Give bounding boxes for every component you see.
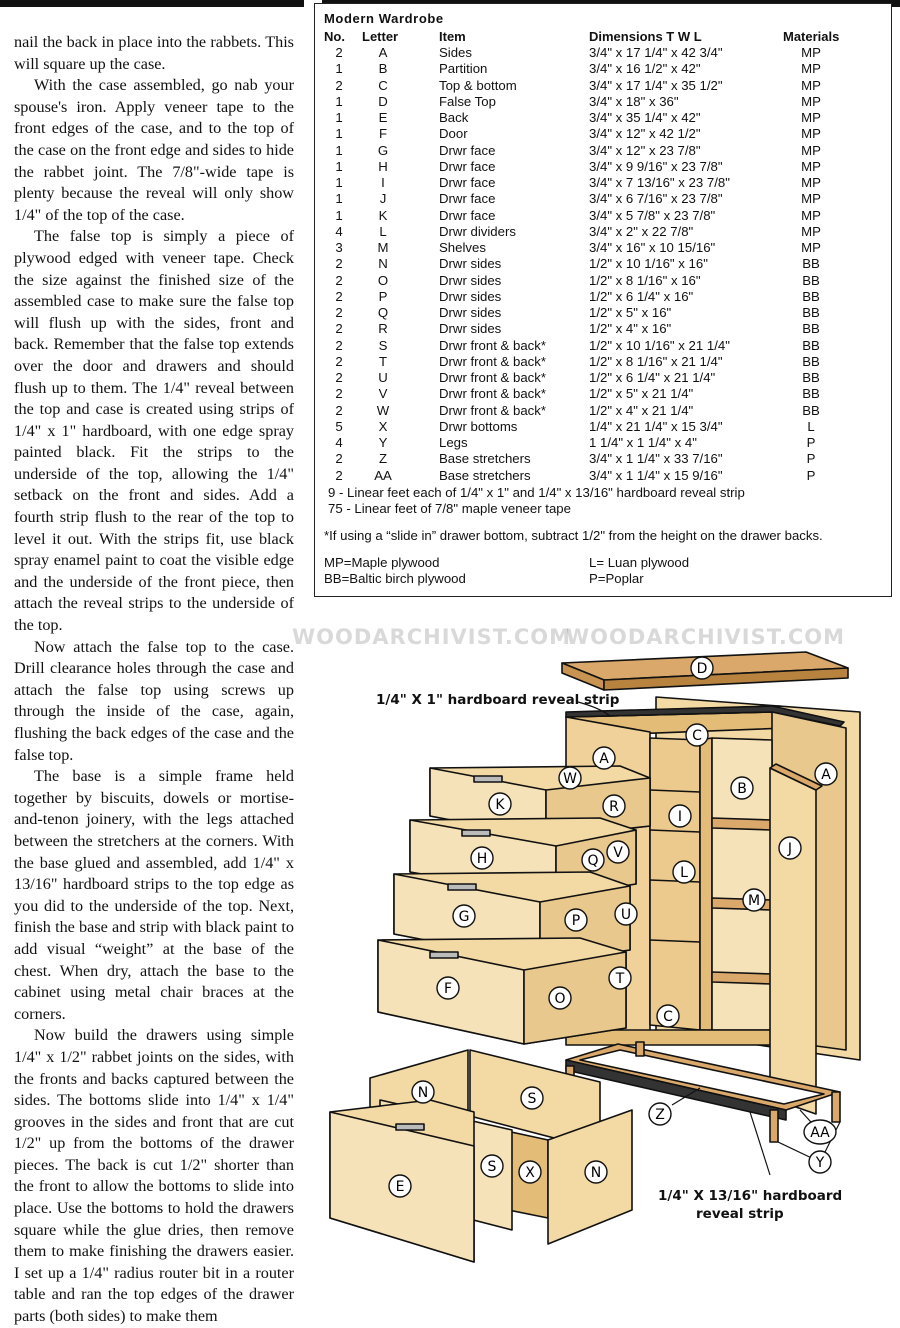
- svg-text:H: H: [476, 851, 488, 867]
- row-dimensions: 1/2" x 4" x 16": [589, 321, 672, 337]
- row-no: 2: [335, 256, 343, 272]
- svg-text:S: S: [527, 1091, 537, 1107]
- row-material: BB: [802, 321, 820, 337]
- row-item: Drwr front & back*: [439, 370, 546, 385]
- part-label-v: [607, 841, 629, 863]
- row-no: 2: [335, 353, 343, 369]
- materials-list: [314, 3, 892, 597]
- materials-title: Modern Wardrobe: [324, 11, 444, 26]
- wardrobe-exploded-diagram: [318, 600, 900, 1282]
- row-material: P: [806, 467, 816, 483]
- callout-top-reveal-strip: 1/4" X 1" hardboard reveal strip: [376, 692, 620, 708]
- row-material: L: [807, 418, 815, 434]
- row-no: 4: [335, 435, 343, 450]
- row-no: 2: [335, 402, 343, 418]
- row-item: Back: [439, 110, 469, 125]
- materials-row: [315, 338, 891, 354]
- row-letter: U: [378, 370, 388, 385]
- part-label-j: [471, 847, 493, 869]
- svg-text:X: X: [525, 1165, 535, 1181]
- row-material: BB: [802, 337, 820, 353]
- part-label-c: [657, 1005, 679, 1027]
- header-item: Item: [439, 29, 466, 44]
- part-label-a: [815, 763, 837, 785]
- svg-text:D: D: [696, 661, 708, 677]
- row-no: 1: [335, 93, 343, 109]
- row-no: 2: [335, 321, 343, 337]
- row-dimensions: 3/4" x 6 7/16" x 23 7/8": [589, 191, 723, 207]
- row-no: 1: [335, 158, 343, 174]
- row-item: Drwr bottoms: [439, 418, 518, 434]
- row-dimensions: 1/2" x 10 1/16" x 21 1/4": [589, 337, 730, 353]
- row-material: MP: [801, 207, 821, 223]
- row-no: 2: [335, 272, 343, 288]
- materials-row: [315, 110, 891, 126]
- row-dimensions: 3/4" x 12" x 23 7/8": [589, 142, 701, 158]
- row-letter: D: [378, 93, 388, 109]
- svg-text:V: V: [613, 845, 623, 861]
- row-material: P: [806, 435, 816, 450]
- row-letter: S: [378, 337, 388, 353]
- part-label-y: [809, 1151, 831, 1173]
- row-item: Drwr sides: [439, 288, 502, 304]
- materials-row: [315, 175, 891, 191]
- materials-row: [315, 273, 891, 289]
- part-label-s: [481, 1155, 503, 1177]
- row-no: 2: [335, 45, 343, 60]
- row-item: Base stretchers: [439, 451, 531, 467]
- row-material: MP: [801, 223, 821, 239]
- row-item: Drwr sides: [439, 272, 502, 288]
- svg-text:R: R: [609, 799, 619, 815]
- materials-row: [315, 208, 891, 224]
- row-letter: C: [378, 77, 388, 93]
- row-item: Drwr dividers: [439, 223, 516, 239]
- materials-row: [315, 224, 891, 240]
- row-no: 2: [335, 77, 343, 93]
- row-dimensions: 1/2" x 8 1/16" x 21 1/4": [589, 353, 723, 369]
- row-item: Drwr sides: [439, 256, 502, 272]
- part-label-o: [549, 987, 571, 1009]
- row-material: BB: [802, 402, 820, 418]
- svg-text:Y: Y: [815, 1155, 825, 1171]
- legend-bb: BB=Baltic birch plywood: [324, 571, 466, 586]
- materials-row: [315, 354, 891, 370]
- svg-text:K: K: [495, 797, 505, 813]
- row-item: Drwr sides: [439, 305, 502, 320]
- row-letter: Y: [378, 435, 388, 450]
- header-no: No.: [324, 29, 345, 44]
- row-letter: K: [378, 207, 388, 223]
- row-letter: L: [379, 223, 387, 239]
- row-dimensions: 3/4" x 9 9/16" x 23 7/8": [589, 158, 723, 174]
- watermark: WOODARCHIVIST.COM: [292, 625, 571, 649]
- svg-text:C: C: [692, 728, 702, 744]
- materials-row: [315, 370, 891, 386]
- materials-row: [315, 305, 891, 321]
- row-item: Base stretchers: [439, 467, 531, 483]
- materials-row: [315, 94, 891, 110]
- row-material: MP: [801, 158, 821, 174]
- svg-text:Z: Z: [655, 1107, 665, 1123]
- part-label-z: [649, 1103, 671, 1125]
- extra-reveal-strip: 9 - Linear feet each of 1/4" x 1" and 1/4" x 13/16" hardboard reveal strip: [328, 485, 745, 500]
- row-dimensions: 1/2" x 6 1/4" x 21 1/4": [589, 370, 716, 385]
- row-dimensions: 1/2" x 8 1/16" x 16": [589, 272, 701, 288]
- row-letter: O: [377, 272, 389, 288]
- row-no: 1: [335, 175, 343, 190]
- row-item: Drwr face: [439, 191, 496, 207]
- row-dimensions: 3/4" x 17 1/4" x 42 3/4": [589, 45, 723, 60]
- row-material: BB: [802, 288, 820, 304]
- row-no: 1: [335, 110, 343, 125]
- row-dimensions: 3/4" x 1 1/4" x 15 9/16": [589, 467, 723, 483]
- legend-mp: MP=Maple plywood: [324, 555, 440, 570]
- svg-text:I: I: [677, 809, 683, 825]
- row-dimensions: 3/4" x 17 1/4" x 35 1/2": [589, 77, 723, 93]
- row-no: 4: [335, 223, 343, 239]
- row-material: BB: [802, 353, 820, 369]
- part-label-n: [585, 1161, 607, 1183]
- row-item: Drwr front & back*: [439, 353, 546, 369]
- materials-row: [315, 159, 891, 175]
- row-letter: F: [378, 126, 388, 142]
- part-label-r: [603, 795, 625, 817]
- row-item: Legs: [439, 435, 468, 450]
- row-letter: E: [378, 110, 388, 125]
- row-dimensions: 3/4" x 35 1/4" x 42": [589, 110, 701, 125]
- row-letter: P: [378, 288, 388, 304]
- row-item: Shelves: [439, 240, 486, 255]
- header-materials: Materials: [783, 29, 840, 44]
- row-letter: W: [376, 402, 390, 418]
- row-dimensions: 3/4" x 5 7/8" x 23 7/8": [589, 207, 716, 223]
- row-item: False Top: [439, 93, 496, 109]
- row-material: BB: [802, 256, 820, 272]
- row-dimensions: 3/4" x 18" x 36": [589, 93, 679, 109]
- row-dimensions: 3/4" x 2" x 22 7/8": [589, 223, 694, 239]
- row-item: Drwr face: [439, 142, 496, 158]
- svg-text:F: F: [443, 981, 453, 997]
- row-no: 1: [335, 126, 343, 142]
- row-letter: V: [378, 386, 388, 402]
- row-no: 2: [335, 288, 343, 304]
- svg-text:B: B: [737, 781, 747, 797]
- row-dimensions: 1/2" x 5" x 21 1/4": [589, 386, 694, 402]
- row-no: 2: [335, 305, 343, 320]
- materials-row: [315, 126, 891, 142]
- materials-row: [315, 321, 891, 337]
- materials-row: [315, 191, 891, 207]
- row-letter: X: [378, 418, 388, 434]
- article-paragraph: The false top is simply a piece of plywood edged with veneer tape. Check the size against the finished size of the assembled case to make sure the false top will flush up with the sides, front and back. Remember that the false top extends over the door and drawers and should flush up to them. The 1/4" reveal between the top and case is created using strips of 1/4" x 1" hardboard, with one edge spray painted black. Fit the strips to the underside of the top, allowing the 1/4" setback on the front and sides. Add a fourth strip flush to the rear of the top to level it out. With the strips fit, use black spray enamel paint to coat the visible edge and the underside of the front piece, then attach the reveal strips to the underside of the top.: [14, 227, 294, 635]
- article-paragraph: The base is a simple frame held together by biscuits, dowels or mortise-and-tenon joinery, with the legs attached between the stretchers at the corners. With the base glued and assembled, add 1/4" x 13/16" hardboard strips to the top edge as you did to the underside of the top. Next, finish the base and strip with black paint to add visual “weight” at the base of the chest. When dry, attach the base to the cabinet using metal chair braces at the corners.: [14, 767, 294, 1023]
- part-label-q: [582, 849, 604, 871]
- row-dimensions: 3/4" x 7 13/16" x 23 7/8": [589, 175, 730, 190]
- materials-row: [315, 435, 891, 451]
- materials-row: [315, 386, 891, 402]
- part-label-d: [691, 657, 713, 679]
- row-letter: Q: [377, 305, 389, 320]
- row-dimensions: 1/2" x 4" x 21 1/4": [589, 402, 694, 418]
- svg-text:C: C: [663, 1009, 673, 1025]
- part-label-h: [437, 977, 459, 999]
- row-item: Drwr front & back*: [439, 402, 546, 418]
- part-label-e: [669, 805, 691, 827]
- svg-text:W: W: [563, 771, 577, 787]
- part-label-k: [489, 793, 511, 815]
- part-label-s: [521, 1087, 543, 1109]
- row-item: Sides: [439, 45, 472, 60]
- row-no: 2: [335, 337, 343, 353]
- row-dimensions: 3/4" x 16 1/2" x 42": [589, 61, 701, 77]
- row-dimensions: 1 1/4" x 1 1/4" x 4": [589, 435, 697, 450]
- row-item: Drwr face: [439, 175, 496, 190]
- materials-row: [315, 45, 891, 61]
- row-material: P: [806, 451, 816, 467]
- svg-text:AA: AA: [810, 1125, 830, 1141]
- svg-text:O: O: [554, 991, 566, 1007]
- part-label-c: [686, 724, 708, 746]
- row-item: Drwr front & back*: [439, 337, 546, 353]
- row-item: Top & bottom: [439, 77, 517, 93]
- row-letter: M: [377, 240, 389, 255]
- row-dimensions: 3/4" x 1 1/4" x 33 7/16": [589, 451, 723, 467]
- part-label-f: [779, 837, 801, 859]
- materials-row: [315, 451, 891, 467]
- row-material: BB: [802, 370, 820, 385]
- part-label-g: [389, 1175, 411, 1197]
- row-item: Drwr sides: [439, 321, 502, 337]
- materials-row: [315, 289, 891, 305]
- svg-text:T: T: [615, 971, 625, 987]
- header-letter: Letter: [362, 29, 399, 44]
- svg-text:U: U: [620, 907, 632, 923]
- row-no: 3: [335, 240, 343, 255]
- row-dimensions: 1/2" x 6 1/4" x 16": [589, 288, 694, 304]
- row-item: Drwr face: [439, 207, 496, 223]
- row-material: MP: [801, 61, 821, 77]
- row-material: MP: [801, 191, 821, 207]
- row-no: 1: [335, 191, 343, 207]
- row-no: 5: [335, 418, 343, 434]
- part-label-p: [565, 909, 587, 931]
- row-material: MP: [801, 175, 821, 190]
- row-letter: H: [378, 158, 388, 174]
- svg-text:N: N: [417, 1085, 429, 1101]
- row-dimensions: 1/2" x 5" x 16": [589, 305, 672, 320]
- row-material: MP: [801, 142, 821, 158]
- callout-bottom-reveal-strip-2: reveal strip: [696, 1206, 784, 1222]
- extra-veneer-tape: 75 - Linear feet of 7/8" maple veneer tape: [328, 501, 571, 516]
- svg-text:N: N: [590, 1165, 602, 1181]
- row-letter: B: [378, 61, 388, 77]
- svg-text:P: P: [571, 913, 581, 929]
- svg-text:E: E: [395, 1179, 405, 1195]
- row-letter: J: [379, 191, 387, 207]
- article-paragraph: Now attach the false top to the case. Drill clearance holes through the case and attach the false top using screws up through the inside of the case, again, flushing the back edges of the case and the false top.: [14, 637, 294, 764]
- row-dimensions: 3/4" x 12" x 42 1/2": [589, 126, 701, 142]
- part-label-i: [453, 905, 475, 927]
- footnote: *If using a “slide in” drawer bottom, subtract 1/2" from the height on the drawer backs.: [324, 528, 823, 543]
- row-material: MP: [801, 126, 821, 142]
- row-no: 1: [335, 61, 343, 77]
- row-dimensions: 1/4" x 21 1/4" x 15 3/4": [589, 418, 723, 434]
- row-material: MP: [801, 240, 821, 255]
- row-no: 2: [335, 451, 343, 467]
- materials-row: [315, 403, 891, 419]
- svg-text:A: A: [599, 751, 609, 767]
- row-material: MP: [801, 93, 821, 109]
- part-label-w: [559, 767, 581, 789]
- legend-p: P=Poplar: [589, 571, 644, 586]
- part-label-a: [593, 747, 615, 769]
- row-dimensions: 1/2" x 10 1/16" x 16": [589, 256, 708, 272]
- row-no: 1: [335, 142, 343, 158]
- part-label-u: [615, 903, 637, 925]
- svg-text:S: S: [487, 1159, 497, 1175]
- row-material: BB: [802, 305, 820, 320]
- row-material: BB: [802, 386, 820, 402]
- article-paragraph: With the case assembled, go nab your spouse's iron. Apply veneer tape to the front edges of the case, and to the top of the case on the front edge and sides to hide the rabbet joint. The 7/8"-wide tape is plenty because the reveal will only show 1/4" of the top of the case.: [14, 76, 294, 224]
- materials-row: [315, 256, 891, 272]
- svg-text:J: J: [787, 841, 793, 857]
- svg-text:Q: Q: [587, 853, 599, 869]
- part-label-m: [743, 889, 765, 911]
- article-paragraph: nail the back in place into the rabbets. This will square up the case.: [14, 33, 294, 73]
- materials-row: [315, 240, 891, 256]
- materials-row: [315, 143, 891, 159]
- row-item: Drwr front & back*: [439, 386, 546, 402]
- part-label-t: [609, 967, 631, 989]
- row-no: 2: [335, 467, 343, 483]
- materials-row: [315, 61, 891, 77]
- part-label-n: [412, 1081, 434, 1103]
- part-label-b: [731, 777, 753, 799]
- svg-text:G: G: [458, 909, 470, 925]
- row-letter: R: [378, 321, 388, 337]
- row-material: BB: [802, 272, 820, 288]
- row-item: Drwr face: [439, 158, 496, 174]
- materials-row: [315, 78, 891, 94]
- materials-row: [315, 468, 891, 484]
- row-no: 1: [335, 207, 343, 223]
- part-label-l: [673, 861, 695, 883]
- row-no: 2: [335, 370, 343, 385]
- row-letter: G: [377, 142, 389, 158]
- row-material: MP: [801, 110, 821, 125]
- part-label-x: [519, 1161, 541, 1183]
- svg-text:M: M: [747, 893, 761, 909]
- row-no: 2: [335, 386, 343, 402]
- row-letter: AA: [374, 467, 392, 483]
- row-letter: I: [381, 175, 385, 190]
- article-paragraph: Now build the drawers using simple 1/4" x 1/2" rabbet joints on the sides, with the fronts and backs captured between the sides. The bottoms slide into 1/4" x 1/4" grooves in the sides and front that are cut 1/2" up from the bottoms of the drawer pieces. The back is cut 1/2" shorter than the front to allow the bottoms to slide into place. Use the bottoms to hold the drawers square while the glue dries, then remove them to make finishing the drawers easier. I set up a 1/4" radius router bit in a router table and ran the top edges of the drawer parts (both sides) to make them: [14, 1026, 294, 1326]
- row-item: Door: [439, 126, 468, 142]
- svg-text:A: A: [821, 767, 831, 783]
- header-dimensions: Dimensions T W L: [589, 29, 702, 44]
- legend-l: L= Luan plywood: [589, 555, 690, 570]
- row-letter: A: [378, 45, 388, 60]
- svg-text:L: L: [680, 865, 688, 881]
- row-material: MP: [801, 77, 821, 93]
- materials-row: [315, 419, 891, 435]
- article-column: [14, 32, 294, 1328]
- row-dimensions: 3/4" x 16" x 10 15/16": [589, 240, 716, 255]
- row-letter: Z: [378, 451, 388, 467]
- callout-bottom-reveal-strip: 1/4" X 13/16" hardboard: [658, 1188, 843, 1204]
- row-letter: T: [378, 353, 388, 369]
- watermark: WOODARCHIVIST.COM: [566, 625, 845, 649]
- row-letter: N: [378, 256, 388, 272]
- part-label-aa: [804, 1120, 836, 1144]
- row-material: MP: [801, 45, 821, 60]
- row-item: Partition: [439, 61, 488, 77]
